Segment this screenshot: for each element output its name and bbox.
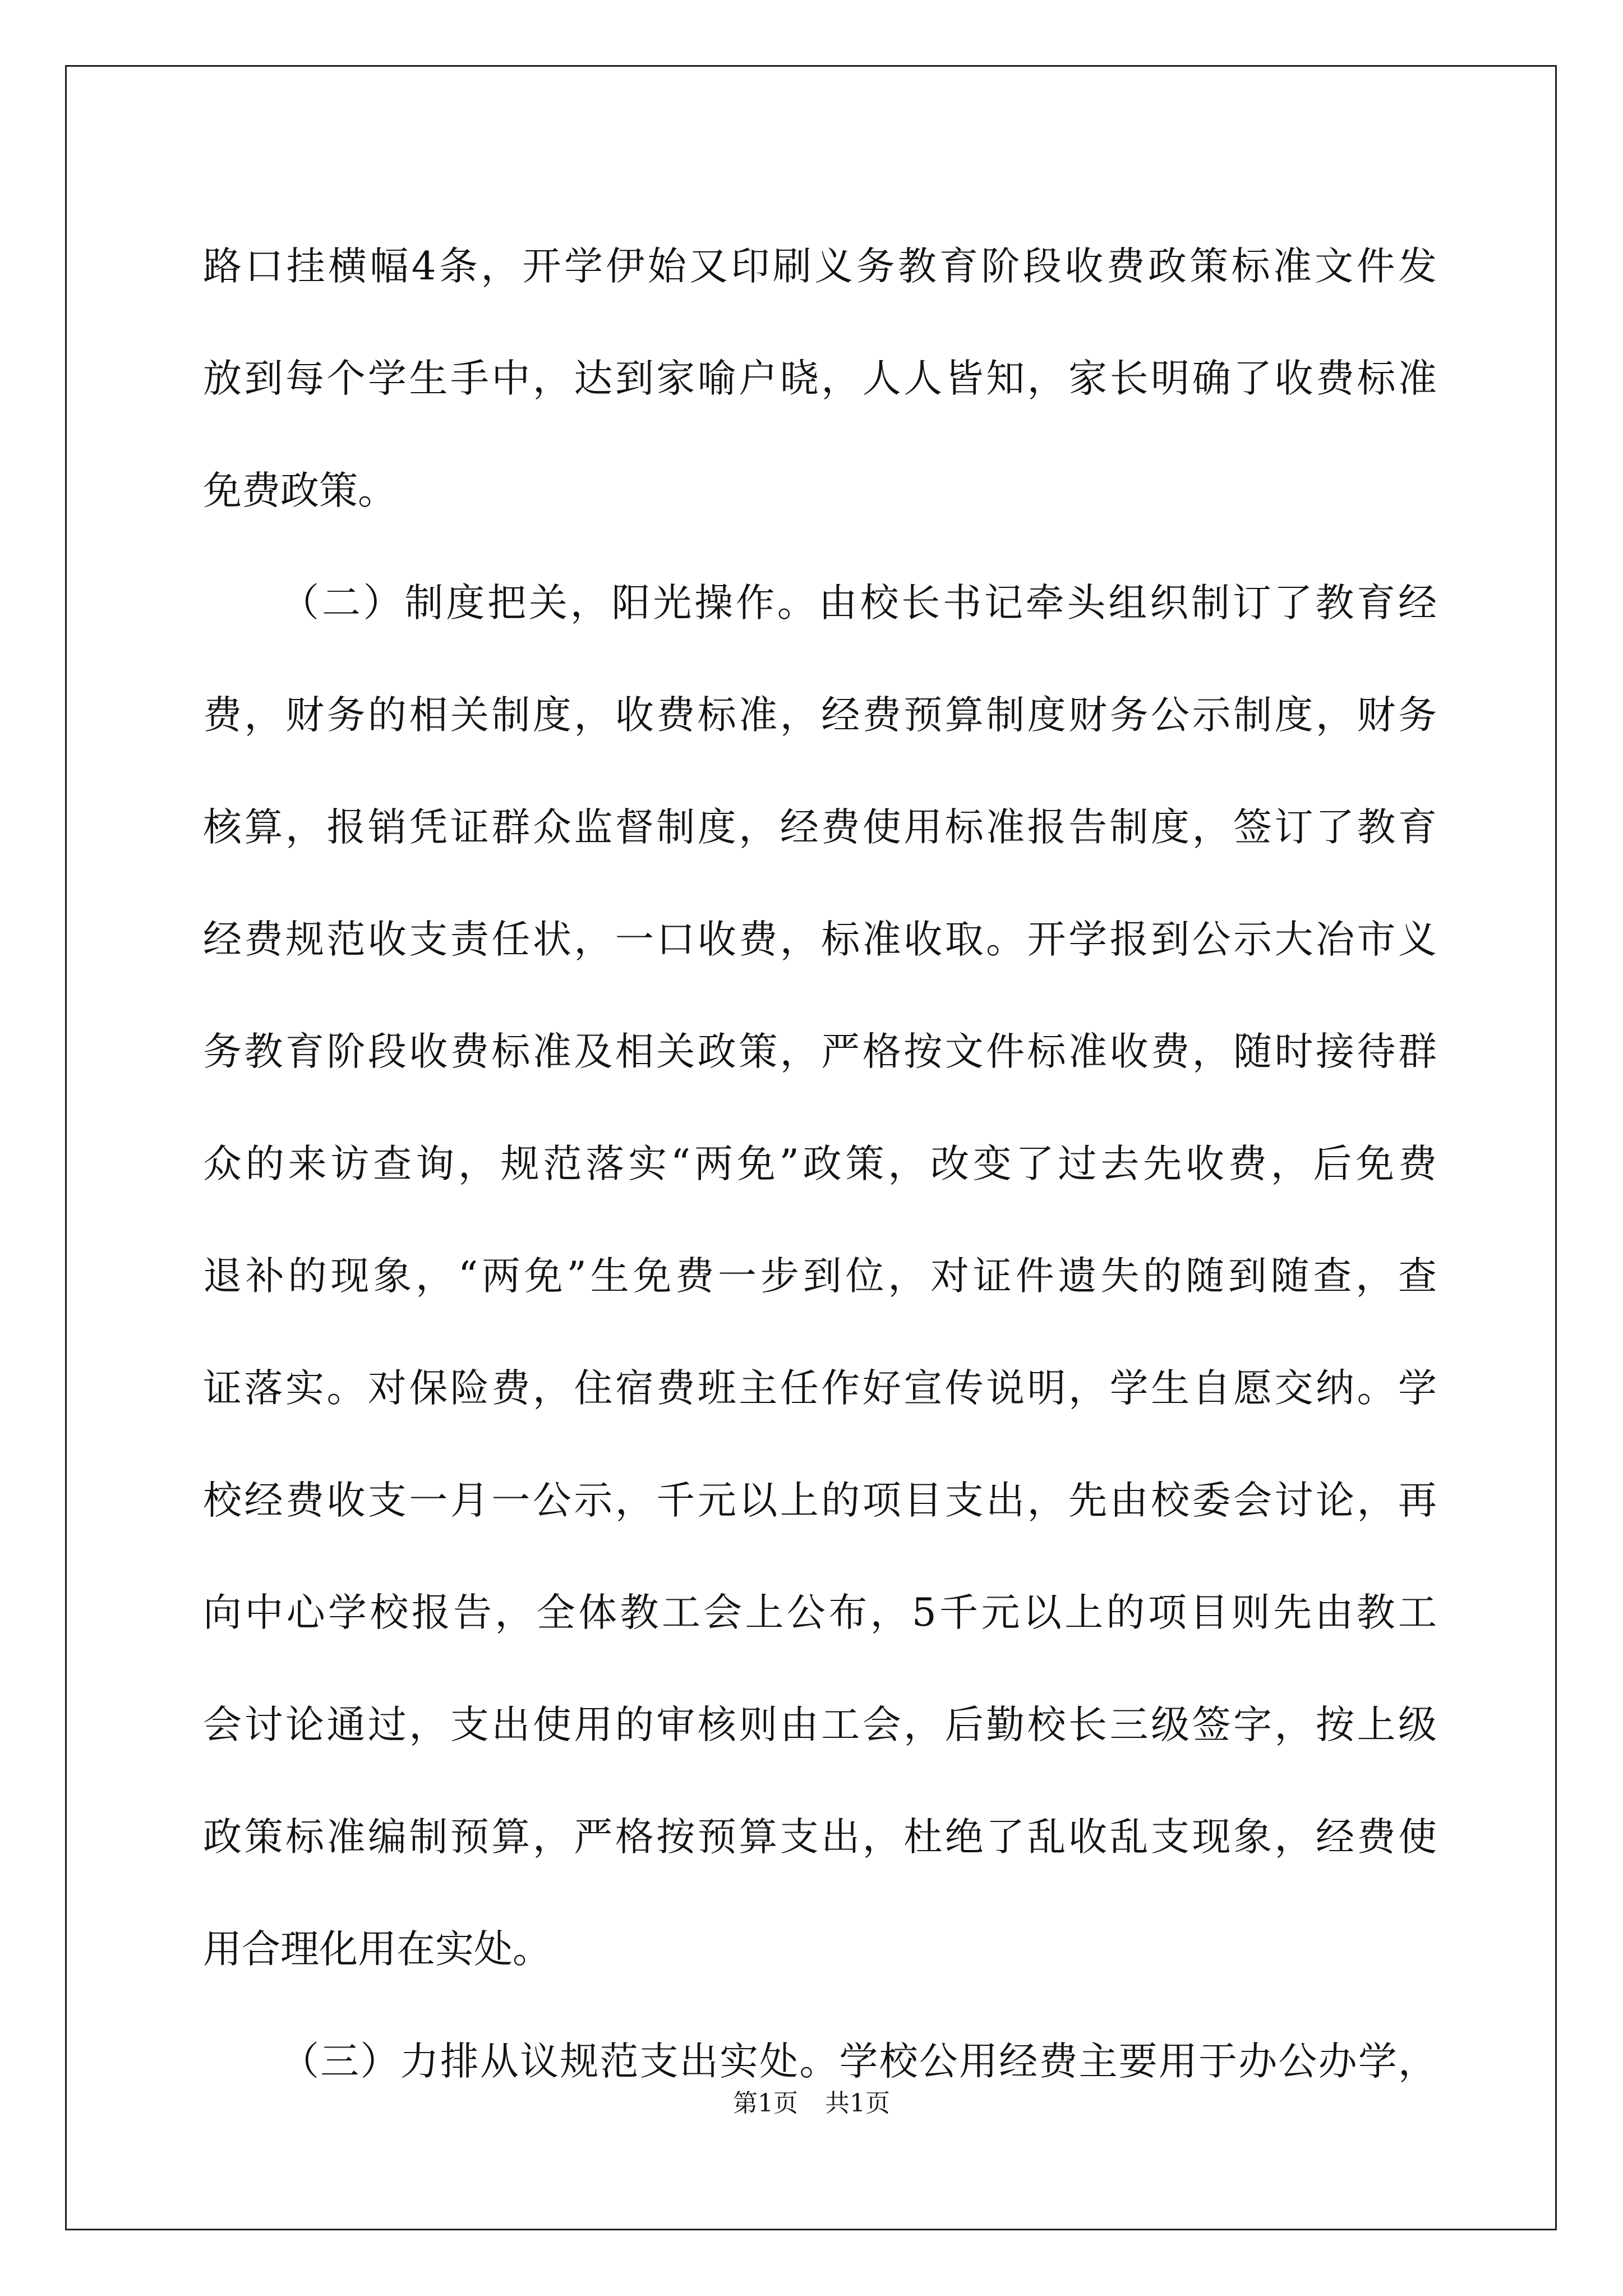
text-line: 免费政策。: [203, 468, 396, 513]
text-line: 证落实。对保险费，住宿费班主任作好宣传说明，学生自愿交纳。学: [203, 1366, 1437, 1411]
text-line: 费，财务的相关制度，收费标准，经费预算制度财务公示制度，财务: [203, 693, 1437, 738]
page-total: 共1页: [825, 2089, 890, 2118]
text-line: 务教育阶段收费标准及相关政策，严格按文件标准收费，随时接待群: [203, 1029, 1437, 1074]
text-line: 众的来访查询，规范落实“两免”政策，改变了过去先收费，后免费: [203, 1142, 1437, 1186]
document-body: [203, 210, 1437, 2118]
text-line: 向中心学校报告，全体教工会上公布，5千元以上的项目则先由教工: [203, 1590, 1437, 1635]
text-line: 退补的现象，“两免”生免费一步到位，对证件遗失的随到随查，查: [203, 1254, 1437, 1299]
text-line: 用合理化用在实处。: [203, 1927, 551, 1972]
paragraph-start-line: （三）力排从议规范支出实处。学校公用经费主要用于办公办学，: [280, 2039, 1437, 2084]
paragraph-start-line: （二）制度把关，阳光操作。由校长书记牵头组织制订了教育经: [280, 581, 1437, 625]
text-line: 核算，报销凭证群众监督制度，经费使用标准报告制度，签订了教育: [203, 805, 1437, 850]
text-line: 放到每个学生手中，达到家喻户晓，人人皆知，家长明确了收费标准: [203, 356, 1437, 401]
text-line: 会讨论通过，支出使用的审核则由工会，后勤校长三级签字，按上级: [203, 1703, 1437, 1747]
text-line: 校经费收支一月一公示，千元以上的项目支出，先由校委会讨论，再: [203, 1478, 1437, 1523]
text-line: 经费规范收支责任状，一口收费，标准收取。开学报到公示大冶市义: [203, 917, 1437, 962]
page-footer: [0, 2087, 1623, 2120]
text-line: 政策标准编制预算，严格按预算支出，杜绝了乱收乱支现象，经费使: [203, 1815, 1437, 1860]
text-line: 路口挂横幅4条，开学伊始又印刷义务教育阶段收费政策标准文件发: [203, 244, 1437, 289]
page-number: 第1页: [733, 2089, 798, 2118]
